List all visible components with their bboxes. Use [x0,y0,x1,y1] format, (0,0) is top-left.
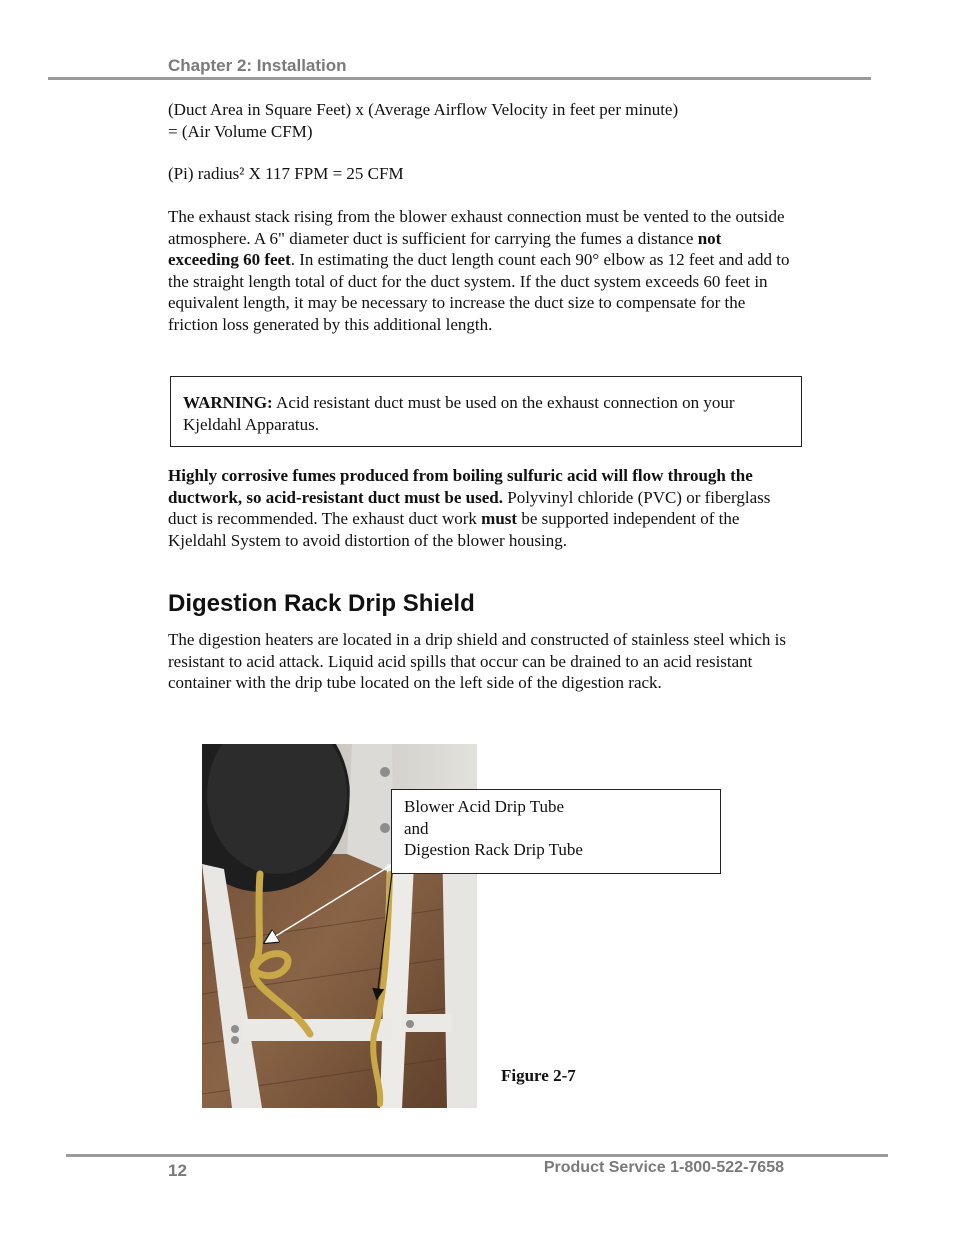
corrosive-text-2: be supported independent of the Kjeldahl System to avoid distortion of the blower housing. [168,509,740,550]
exhaust-bold: not exceeding 60 feet [168,228,722,270]
exhaust-paragraph [168,206,793,336]
warning-text [183,392,783,435]
header-divider [48,77,871,80]
corrosive-text-1: Polyvinyl chloride (PVC) or fiberglass duct is recommended. The exhaust duct work [168,487,771,529]
callout-line-1: Blower Acid Drip Tube [404,797,565,816]
formula-cfm: (Pi) radius² X 117 FPM = 25 CFM [168,164,404,183]
product-service-phone: Product Service 1-800-522-7658 [543,1159,784,1176]
formula-airflow-line1: (Duct Area in Square Feet) x (Average Airflow Velocity in feet per minute) [168,100,679,119]
drip-tube-callout [391,789,721,874]
chapter-header: Chapter 2: Installation [168,56,347,75]
exhaust-text-2: . In estimating the duct length count each 90° elbow as 12 feet and add to the straight length total of duct for the duct system. If the duct system exceeds 60 feet in equivalent length, it may be necessary to increase the duct size to compensate for the friction loss generated by this additional length. [168,250,790,334]
exhaust-text-1: The exhaust stack rising from the blower exhaust connection must be vented to the outside atmosphere. A 6" diameter duct is sufficient for carrying the fumes a distance [168,207,785,248]
corrosive-paragraph [168,465,788,551]
footer-divider [66,1154,888,1157]
figure-caption: Figure 2-7 [501,1066,576,1085]
corrosive-bold: Highly corrosive fumes produced from boiling sulfuric acid will flow through the ductwork, so acid-resistant duct must be used. [168,466,753,507]
warning-label: WARNING: [183,393,273,412]
section-title: Digestion Rack Drip Shield [168,590,475,617]
warning-box [170,376,802,447]
formula-airflow [168,99,793,142]
callout-line-3: Digestion Rack Drip Tube [404,840,583,859]
corrosive-must: must [481,509,518,529]
warning-message: Acid resistant duct must be used on the exhaust connection on your Kjeldahl Apparatus. [183,393,735,434]
page-number: 12 [168,1161,187,1180]
section-body: The digestion heaters are located in a drip shield and constructed of stainless steel which is resistant to acid attack. Liquid acid spills that occur can be drained to an acid resistant container with the drip tube located on the left side of the digestion rack. [168,630,786,693]
callout-line-2: and [404,819,429,838]
formula-airflow-line2: = (Air Volume CFM) [168,121,313,141]
